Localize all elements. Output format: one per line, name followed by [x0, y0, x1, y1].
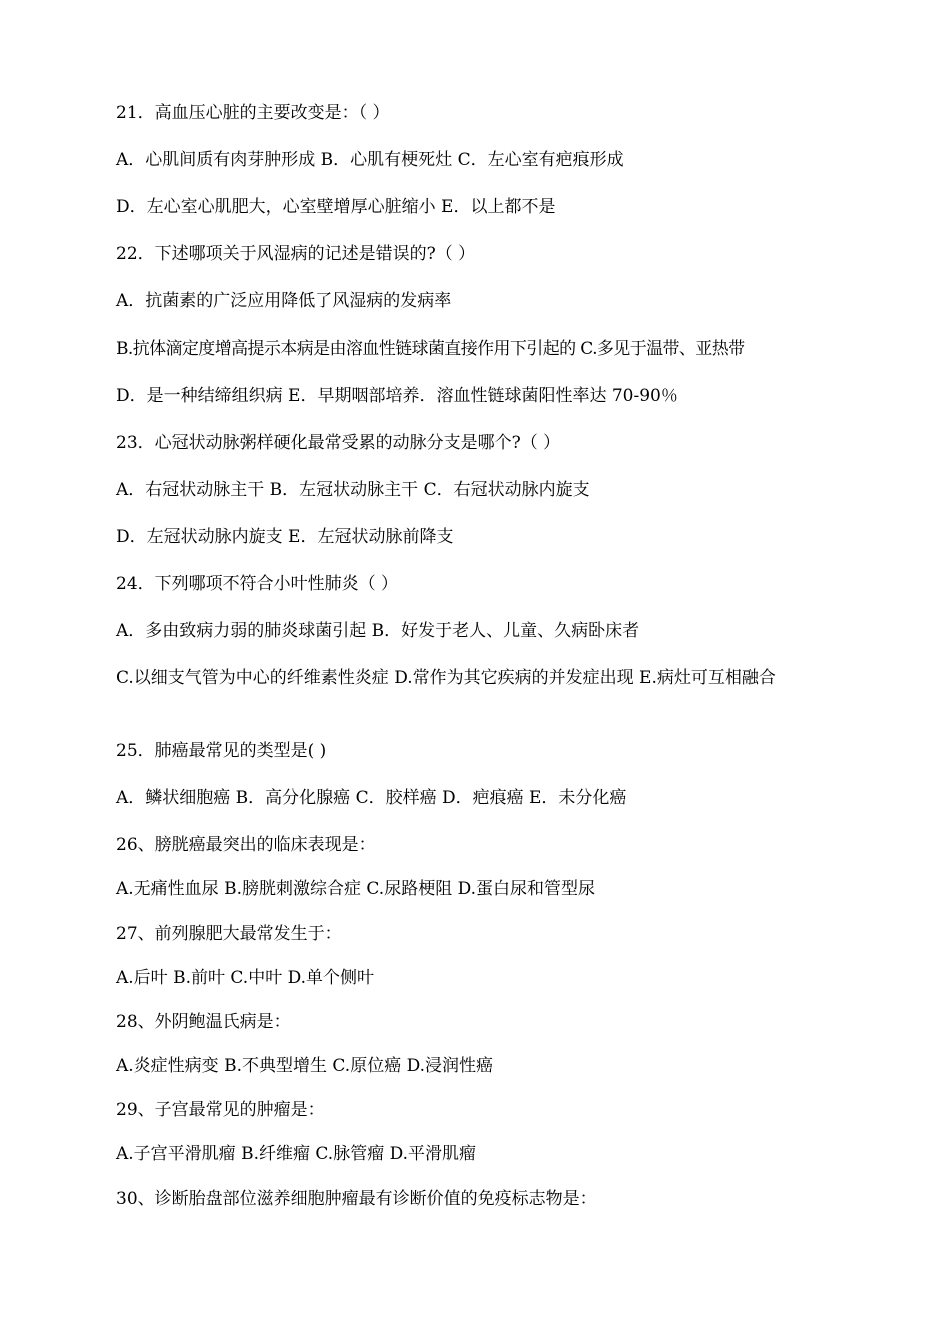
question-26: 26、膀胱癌最突出的临床表现是：: [116, 835, 376, 855]
question-22-options-d-e: D．是一种结缔组织病 E．早期咽部培养．溶血性链球菌阳性率达 70-90％: [116, 386, 678, 406]
question-21: 21．高血压心脏的主要改变是：（ ）: [116, 103, 390, 123]
question-29-options: A.子宫平滑肌瘤 B.纤维瘤 C.脉管瘤 D.平滑肌瘤: [116, 1144, 477, 1164]
question-22-option-a: A．抗菌素的广泛应用降低了风湿病的发病率: [116, 291, 452, 311]
question-23: 23．心冠状动脉粥样硬化最常受累的动脉分支是哪个?（ ）: [116, 433, 561, 453]
question-22-options-b-c: B.抗体滴定度增高提示本病是由溶血性链球菌直接作用下引起的 C.多见于温带、亚热带: [116, 339, 745, 359]
question-28-options: A.炎症性病变 B.不典型增生 C.原位癌 D.浸润性癌: [116, 1056, 494, 1076]
question-24: 24．下列哪项不符合小叶性肺炎（ ）: [116, 574, 399, 594]
question-23-options-d-e: D．左冠状动脉内旋支 E．左冠状动脉前降支: [116, 527, 454, 547]
question-28: 28、外阴鲍温氏病是：: [116, 1012, 291, 1032]
question-26-options: A.无痛性血尿 B.膀胱刺激综合症 C.尿路梗阻 D.蛋白尿和管型尿: [116, 879, 596, 899]
question-24-options-c-e: C.以细支气管为中心的纤维素性炎症 D.常作为其它疾病的并发症出现 E.病灶可互相融合: [116, 668, 776, 688]
question-25-options: A．鳞状细胞癌 B．高分化腺癌 C．胶样癌 D．疤痕癌 E．未分化癌: [116, 788, 627, 808]
question-30: 30、诊断胎盘部位滋养细胞肿瘤最有诊断价值的免疫标志物是：: [116, 1189, 597, 1209]
question-22: 22．下述哪项关于风湿病的记述是错误的?（ ）: [116, 244, 476, 264]
question-21-options-a-c: A．心肌间质有肉芽肿形成 B．心肌有梗死灶 C．左心室有疤痕形成: [116, 150, 624, 170]
question-27: 27、前列腺肥大最常发生于：: [116, 924, 342, 944]
question-27-options: A.后叶 B.前叶 C.中叶 D.单个侧叶: [116, 968, 375, 988]
question-29: 29、子宫最常见的肿瘤是：: [116, 1100, 325, 1120]
question-21-options-d-e: D．左心室心肌肥大，心室壁增厚心脏缩小 E．以上都不是: [116, 197, 556, 217]
question-25: 25．肺癌最常见的类型是( ): [116, 741, 327, 761]
question-24-options-a-b: A．多由致病力弱的肺炎球菌引起 B．好发于老人、儿童、久病卧床者: [116, 621, 640, 641]
question-23-options-a-c: A．右冠状动脉主干 B．左冠状动脉主干 C．右冠状动脉内旋支: [116, 480, 590, 500]
